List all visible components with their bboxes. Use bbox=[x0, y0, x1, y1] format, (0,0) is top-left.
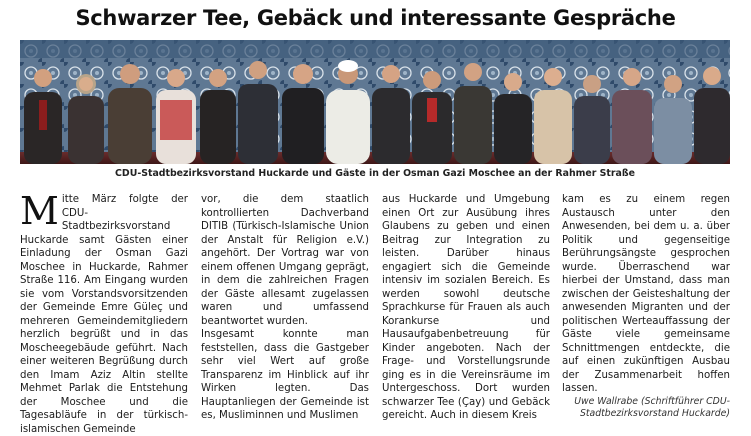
group-photo-icon bbox=[20, 40, 730, 164]
article-column-1 bbox=[20, 189, 188, 435]
article-headline: Schwarzer Tee, Gebäck und interessante Gespräche bbox=[75, 6, 676, 30]
author-byline: Uwe Wallrabe (Schriftführer CDU-Stadtbezirksvorstand Huckarde) bbox=[574, 395, 730, 419]
group-photo bbox=[20, 40, 730, 164]
article-column-4 bbox=[562, 193, 730, 425]
column-1-text: itte März folgte der CDU-Stadtbezirksvorstand Huckarde samt Gästen einer Einladung der Osman Gazi Moschee in Huckarde, Rahmer Straße 116. Am Eingang wurden sie vom Vorstandsvorsitzenden der Gemeinde Emre Güleç und mehreren Gemeindemitgliedern herzlich begrüßt und in das Moscheegebäude geführt. Nach einer weiteren Begrüßung durch den Imam Aziz Altin stellte Mehmet Parlak die Entstehung der Moschee und die Tagesabläufe in der türkisch-islamischen Gemeinde bbox=[20, 194, 188, 435]
column-4-text: kam es zu einem regen Austausch unter den Anwesenden, bei dem u. a. über Politik und gegenseitige Berührungsängste gesprochen wurde. Überraschend war hierbei der Umstand, dass man zwischen der Geisteshaltung der anwesenden Migranten und der politischen Werteauffassung der Gäste viele gemeinsame Schnittmengen entdeckte, die auf einen zukünftigen Ausbau der Zusammenarbeit hoffen lassen. bbox=[562, 194, 730, 394]
drop-cap: M bbox=[20, 189, 59, 233]
column-2-paragraph-1: vor, die dem staatlich kontrollierten Dachverband DITIB (Türkisch-Islamische Union der Anstalt für Religion e.V.) angehört. Der Vortrag war von einem offenen Umgang geprägt, in dem die zahlreichen Fragen der Gäste allesamt zugelassen waren und umfassend beantwortet wurden. bbox=[201, 194, 369, 327]
photo-caption: CDU-Stadtbezirksvorstand Huckarde und Gäste in der Osman Gazi Moschee an der Rahmer Straße bbox=[115, 168, 635, 179]
article-column-3 bbox=[382, 193, 550, 425]
article-column-2 bbox=[201, 193, 369, 425]
article-body bbox=[20, 189, 732, 435]
column-2-paragraph-2: Insgesamt konnte man feststellen, dass die Gastgeber sehr viel Wert auf große Transparenz im Hinblick auf ihr Wirken legten. Das Hauptanliegen der Gemeinde ist es, Musliminnen und Muslimen bbox=[201, 329, 369, 421]
column-3-text: aus Huckarde und Umgebung einen Ort zur Ausübung ihres Glaubens zu geben und einen Beitrag zur Integration zu leisten. Darüber hinaus engagiert sich die Gemeinde intensiv im sozialen Bereich. Es werden sowohl deutsche Sprachkurse für Frauen als auch Korankurse und Hausaufgabenbetreuung für Kinder angeboten. Nach der Frage- und Vorstellungsrunde ging es in die Vereinsräume im Untergeschoss. Dort wurden schwarzer Tee (Çay) und Gebäck gereicht. Auch in diesem Kreis bbox=[382, 194, 550, 421]
